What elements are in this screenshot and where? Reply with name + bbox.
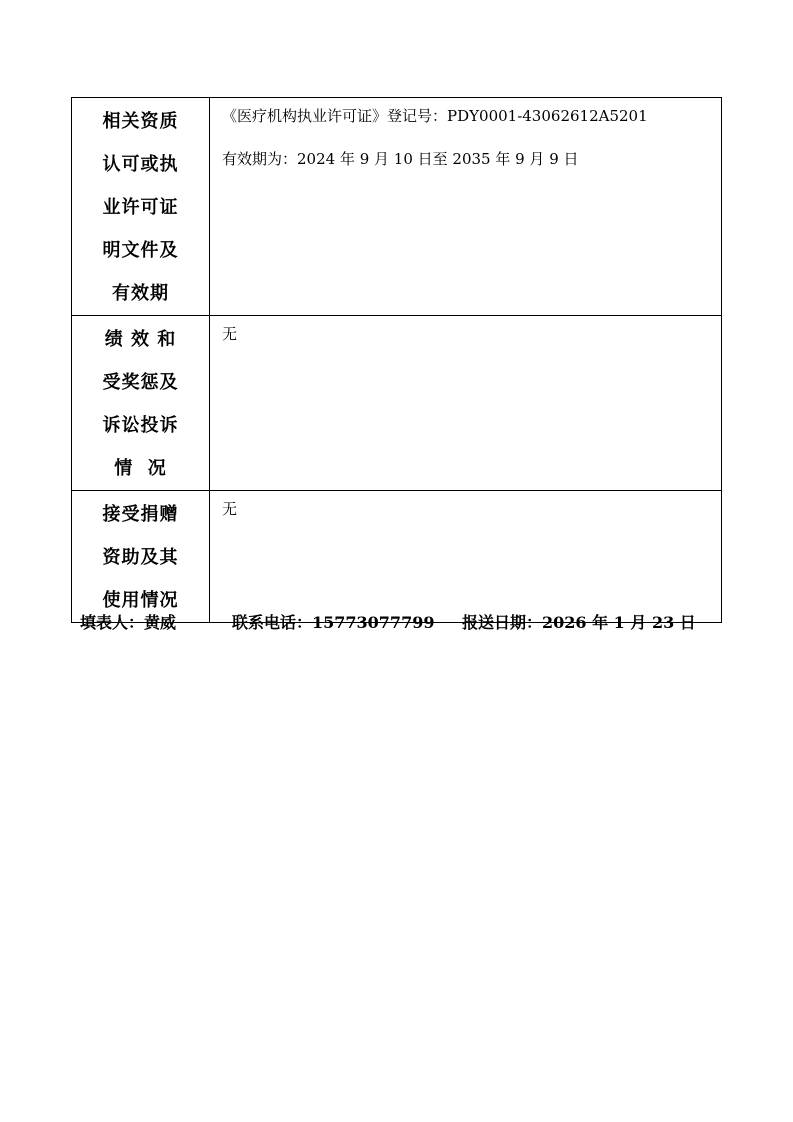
content-line: 《医疗机构执业许可证》登记号：PDY0001-43062612A5201 (222, 107, 648, 125)
content-line: 无 (222, 500, 238, 518)
info-table (71, 97, 722, 623)
table-row (72, 98, 722, 316)
phone-field: 联系电话：15773077799 (232, 613, 435, 632)
label-line: 情 况 (114, 458, 167, 479)
label-line: 诉讼投诉 (102, 415, 179, 436)
label-line: 业许可证 (102, 197, 179, 218)
table-row (72, 316, 722, 491)
label-line: 使用情况 (102, 590, 179, 611)
label-line: 受奖惩及 (102, 372, 179, 393)
label-line: 有效期 (112, 283, 169, 304)
label-line: 认可或执 (102, 154, 179, 175)
table-row (72, 491, 722, 623)
label-line: 资助及其 (102, 547, 179, 568)
row-label (72, 316, 210, 491)
row-content (210, 98, 722, 316)
filler-field: 填表人：黄威 (80, 613, 177, 632)
content-line: 有效期为：2024 年 9 月 10 日至 2035 年 9 月 9 日 (222, 150, 579, 168)
row-content (210, 316, 722, 491)
label-line: 绩 效 和 (104, 329, 177, 350)
row-content (210, 491, 722, 623)
label-line: 明文件及 (102, 240, 179, 261)
form-footer (80, 610, 696, 633)
row-label (72, 491, 210, 623)
label-line: 相关资质 (102, 111, 179, 132)
row-label (72, 98, 210, 316)
date-field: 报送日期：2026 年 1 月 23 日 (462, 613, 696, 632)
content-line: 无 (222, 325, 238, 343)
label-line: 接受捐赠 (102, 504, 179, 525)
